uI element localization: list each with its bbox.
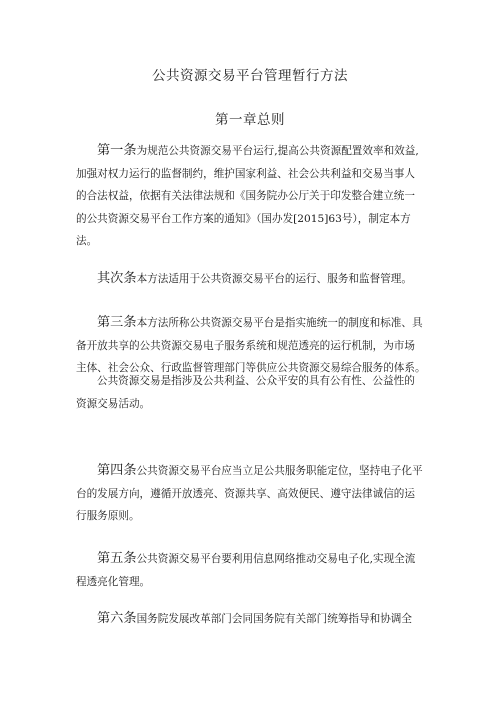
article-label: 第六条 (97, 611, 137, 626)
document-title: 公共资源交易平台管理暂行方法 (152, 68, 348, 84)
article-label: 其次条 (97, 271, 137, 286)
article-6 (76, 608, 434, 631)
article-line (76, 268, 434, 291)
article-3-paragraph-2 (76, 370, 434, 415)
article-line: 主体、社会公众、行政监督管理部门等供应公共资源交易综合服务的体系。 (76, 362, 426, 375)
article-label: 第四条 (97, 463, 137, 478)
article-line: 台的发展方向，遵循开放透亮、资源共享、高效便民、遵守法律诚信的运 (76, 487, 415, 500)
article-line: 备开放共享的公共资源交易电子服务系统和规范透亮的运行机制，为市场 (76, 339, 415, 352)
article-label: 第三条 (97, 315, 137, 330)
article-line: 法。 (76, 235, 98, 248)
article-4 (76, 460, 434, 528)
article-line (76, 460, 434, 483)
article-label: 第五条 (97, 551, 137, 566)
article-text: 公共资源交易平台应当立足公共服务职能定位，坚持电子化平 (136, 465, 423, 477)
article-text: 本方法适用于公共资源交易平台的运行、服务和监督管理。 (136, 273, 412, 285)
article-text: 国务院发展改革部门会同国务院有关部门统筹指导和协调全 (136, 613, 412, 625)
article-line (76, 140, 434, 163)
article-line: 的合法权益，依据有关法律法规和《国务院办公厅关于印发整合建立统一 (76, 190, 415, 203)
article-text: 本方法所称公共资源交易平台是指实施统一的制度和标准、具 (136, 317, 423, 329)
article-line: 资源交易活动。 (76, 397, 151, 410)
chapter-title: 第一章总则 (215, 112, 285, 128)
article-line: 程透亮化管理。 (76, 575, 151, 588)
article-line: 行服务原则。 (76, 510, 140, 523)
article-line (76, 312, 434, 335)
article-line (76, 548, 434, 571)
article-5 (76, 548, 434, 593)
article-2 (76, 268, 434, 291)
article-label: 第一条 (97, 143, 137, 158)
article-1 (76, 140, 434, 253)
article-line: 公共资源交易是指涉及公共利益、公众平安的具有公有性、公益性的 (97, 375, 415, 387)
article-line: 加强对权力运行的监督制约，维护国家利益、社会公共利益和交易当事人 (76, 167, 415, 180)
article-text: 公共资源交易平台要利用信息网络推动交易电子化,实现全流 (136, 553, 416, 565)
article-text: 为规范公共资源交易平台运行,提高公共资源配置效率和效益, (136, 145, 419, 157)
article-line (76, 608, 434, 631)
article-line: 的公共资源交易平台工作方案的通知》（国办发[2015]63号），制定本方 (76, 212, 411, 225)
